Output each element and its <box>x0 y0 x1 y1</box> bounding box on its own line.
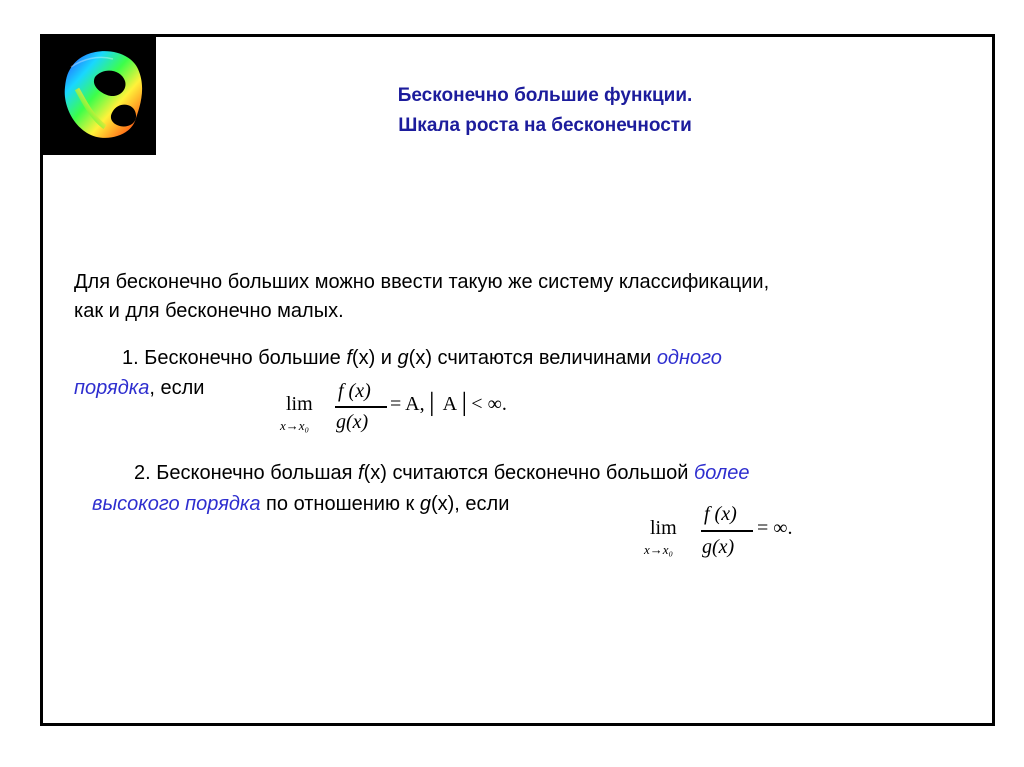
item1-fx: (x) <box>351 347 376 369</box>
item1-g: g <box>397 347 409 369</box>
item2-middle: считаются бесконечно большой <box>386 462 694 484</box>
item1-prefix: 1. Бесконечно большие <box>122 347 347 369</box>
intro-line-2: как и для бесконечно малых. <box>74 300 344 322</box>
item2-suffix: , если <box>454 493 510 515</box>
item1-term-part2: порядка <box>74 377 150 399</box>
item1-gx: (x) <box>408 347 432 369</box>
formula2-numerator: f (x) <box>704 503 737 525</box>
item1-term-part1: одного <box>656 347 722 369</box>
item1-f: f <box>346 347 352 369</box>
intro-line-1: Для бесконечно больших можно ввести такую же систему классификации, <box>74 271 770 293</box>
formula1-denominator: g(x) <box>336 411 369 433</box>
item1-line-1 <box>122 344 722 373</box>
item2-after: по отношению к <box>260 493 420 515</box>
item1-middle: считаются величинами <box>432 347 657 369</box>
item2-g: g <box>419 493 431 515</box>
item2-f: f <box>358 462 364 484</box>
formula-2 <box>644 500 844 570</box>
item2-line-1 <box>134 459 749 488</box>
item2-term-part1: более <box>694 462 750 484</box>
formula1-fraction-bar <box>335 406 387 408</box>
item2-line-2 <box>92 490 509 519</box>
item1-suffix: , если <box>149 377 205 399</box>
torus-logo-icon <box>43 37 156 155</box>
formula2-sub: x→x₀ <box>644 542 674 557</box>
slide-title-line-1: Бесконечно большие функции. <box>397 85 693 106</box>
formula1-lim: lim <box>286 393 313 415</box>
formula-1 <box>280 380 540 440</box>
item2-term-part2: высокого порядка <box>92 493 261 515</box>
formula1-numerator: f (x) <box>338 380 371 402</box>
formula2-rhs: = ∞. <box>757 517 793 539</box>
slide-title-line-2: Шкала роста на бесконечности <box>398 115 692 136</box>
item1-line-2 <box>74 374 204 403</box>
item2-fx: (x) <box>363 462 387 484</box>
formula1-rhs: = A,│ A│< ∞. <box>390 393 507 415</box>
formula2-fraction-bar <box>701 530 753 532</box>
item2-prefix: 2. Бесконечно большая <box>134 462 359 484</box>
formula2-lim: lim <box>650 517 677 539</box>
formula2-denominator: g(x) <box>702 536 735 558</box>
item1-and: и <box>375 347 398 369</box>
item2-gx: (x) <box>430 493 455 515</box>
formula1-sub: x→x₀ <box>280 418 310 433</box>
